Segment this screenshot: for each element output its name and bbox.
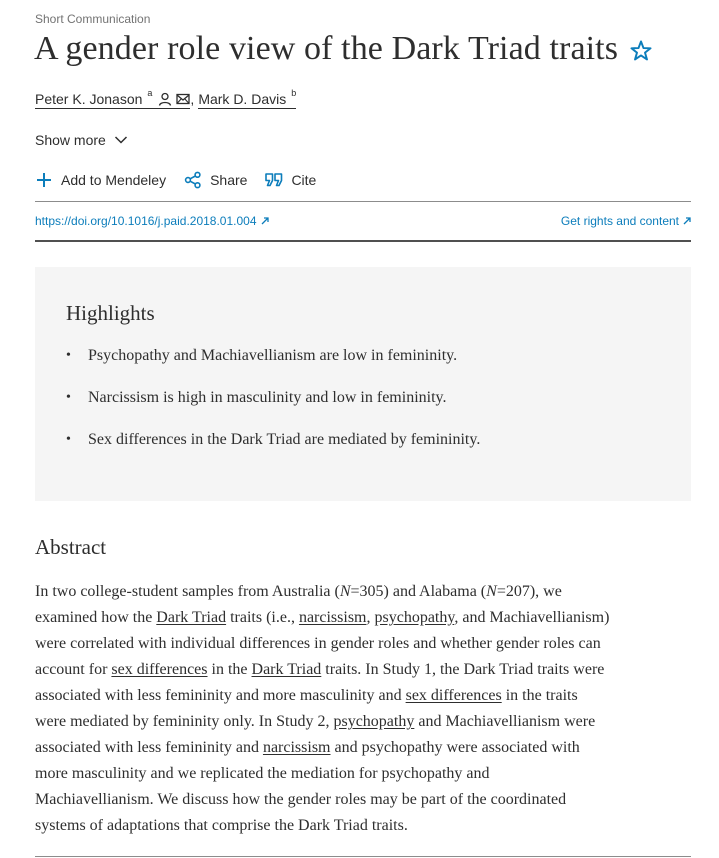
text-run: account for xyxy=(35,661,112,678)
doi-link-text: https://doi.org/10.1016/j.paid.2018.01.004 xyxy=(35,214,257,228)
topic-link-narcissism[interactable]: narcissism xyxy=(262,739,331,756)
highlight-text: Psychopathy and Machiavellianism are low in femininity. xyxy=(88,347,458,364)
abstract-line xyxy=(35,605,695,631)
title-row xyxy=(34,30,694,68)
abstract-line: more masculinity and we replicated the mediation for psychopathy and xyxy=(35,765,490,782)
sample-size-symbol: N xyxy=(486,583,497,600)
text-run: and psychopathy were associated with xyxy=(330,739,580,756)
highlights-box xyxy=(35,267,691,501)
abstract-line: were correlated with individual differences in gender roles and whether gender roles can xyxy=(35,635,601,652)
text-run: =207), we xyxy=(496,583,562,600)
text-run: , and Machiavellianism) xyxy=(454,609,610,626)
bullet: • xyxy=(66,432,71,447)
person-icon xyxy=(158,92,172,106)
abstract-line xyxy=(35,657,695,683)
author-name: Mark D. Davis xyxy=(198,91,287,107)
external-arrow-icon xyxy=(261,217,269,225)
text-run: in the traits xyxy=(501,687,578,704)
highlights-list xyxy=(66,347,480,473)
text-run: were mediated by femininity only. In Study 2, xyxy=(35,713,334,730)
text-run: in the xyxy=(207,661,252,678)
cite-label: Cite xyxy=(291,172,317,188)
divider xyxy=(35,856,691,857)
show-more-label: Show more xyxy=(35,132,106,148)
author-affiliation-marker: a xyxy=(147,88,153,98)
abstract-line xyxy=(35,579,695,605)
author-separator: , xyxy=(190,91,195,107)
show-more-button[interactable] xyxy=(35,132,128,148)
text-run: traits (i.e., xyxy=(226,609,299,626)
topic-link-psychopathy[interactable]: psychopathy xyxy=(374,609,455,626)
rights-link[interactable] xyxy=(561,214,691,228)
author-list xyxy=(35,88,297,109)
topic-link-narcissism[interactable]: narcissism xyxy=(298,609,367,626)
doi-link[interactable] xyxy=(35,214,269,228)
abstract-line: Machiavellianism. We discuss how the gender roles may be part of the coordinated xyxy=(35,791,567,808)
highlights-heading: Highlights xyxy=(66,301,155,325)
article-title: A gender role view of the Dark Triad traits xyxy=(34,30,619,67)
author-link-davis[interactable] xyxy=(198,88,297,109)
article-type: Short Communication xyxy=(35,12,151,26)
bullet: • xyxy=(66,348,71,363)
chevron-down-icon xyxy=(114,135,128,145)
topic-link-sex-differences[interactable]: sex differences xyxy=(405,687,502,704)
text-run: and Machiavellianism were xyxy=(414,713,596,730)
cite-button[interactable] xyxy=(265,172,316,188)
envelope-icon xyxy=(176,93,190,105)
abstract-text xyxy=(35,579,695,839)
divider xyxy=(35,240,691,242)
author-affiliation-marker: b xyxy=(291,88,297,98)
topic-link-psychopathy[interactable]: psychopathy xyxy=(333,713,415,730)
share-button[interactable] xyxy=(184,171,247,189)
divider xyxy=(35,201,691,202)
quote-icon xyxy=(265,172,283,188)
list-item xyxy=(66,431,480,473)
rights-link-text: Get rights and content xyxy=(560,214,679,228)
list-item xyxy=(66,389,480,431)
topic-link-dark-triad[interactable]: Dark Triad xyxy=(156,609,227,626)
sample-size-symbol: N xyxy=(339,583,351,600)
share-icon xyxy=(184,171,202,189)
add-to-mendeley-button[interactable] xyxy=(35,171,166,189)
star-icon[interactable] xyxy=(628,38,654,64)
plus-icon xyxy=(35,171,53,189)
abstract-heading: Abstract xyxy=(35,535,107,559)
add-to-mendeley-label: Add to Mendeley xyxy=(61,172,167,188)
text-run: associated with less femininity and xyxy=(35,739,263,756)
list-item xyxy=(66,347,480,389)
text-run: In two college-student samples from Australia ( xyxy=(35,583,340,600)
author-name: Peter K. Jonason xyxy=(35,91,143,107)
author-icons xyxy=(158,92,190,106)
text-run: associated with less femininity and more masculinity and xyxy=(35,687,406,704)
abstract-line xyxy=(35,735,695,761)
share-label: Share xyxy=(210,172,248,188)
highlight-text: Sex differences in the Dark Triad are mediated by femininity. xyxy=(88,431,481,448)
text-run: traits. In Study 1, the Dark Triad traits were xyxy=(321,661,605,678)
doi-row xyxy=(35,214,691,228)
bullet: • xyxy=(66,390,71,405)
text-run: =305) and Alabama ( xyxy=(350,583,487,600)
text-run: examined how the xyxy=(35,609,157,626)
abstract-line xyxy=(35,683,695,709)
article-actions xyxy=(35,171,334,189)
topic-link-sex-differences[interactable]: sex differences xyxy=(111,661,208,678)
author-link-jonason[interactable] xyxy=(35,88,190,109)
highlight-text: Narcissism is high in masculinity and low in femininity. xyxy=(88,389,447,406)
text-run: , xyxy=(366,609,375,626)
topic-link-dark-triad[interactable]: Dark Triad xyxy=(251,661,322,678)
abstract-line: systems of adaptations that comprise the Dark Triad traits. xyxy=(35,817,408,834)
abstract-line xyxy=(35,709,695,735)
external-arrow-icon xyxy=(683,217,691,225)
